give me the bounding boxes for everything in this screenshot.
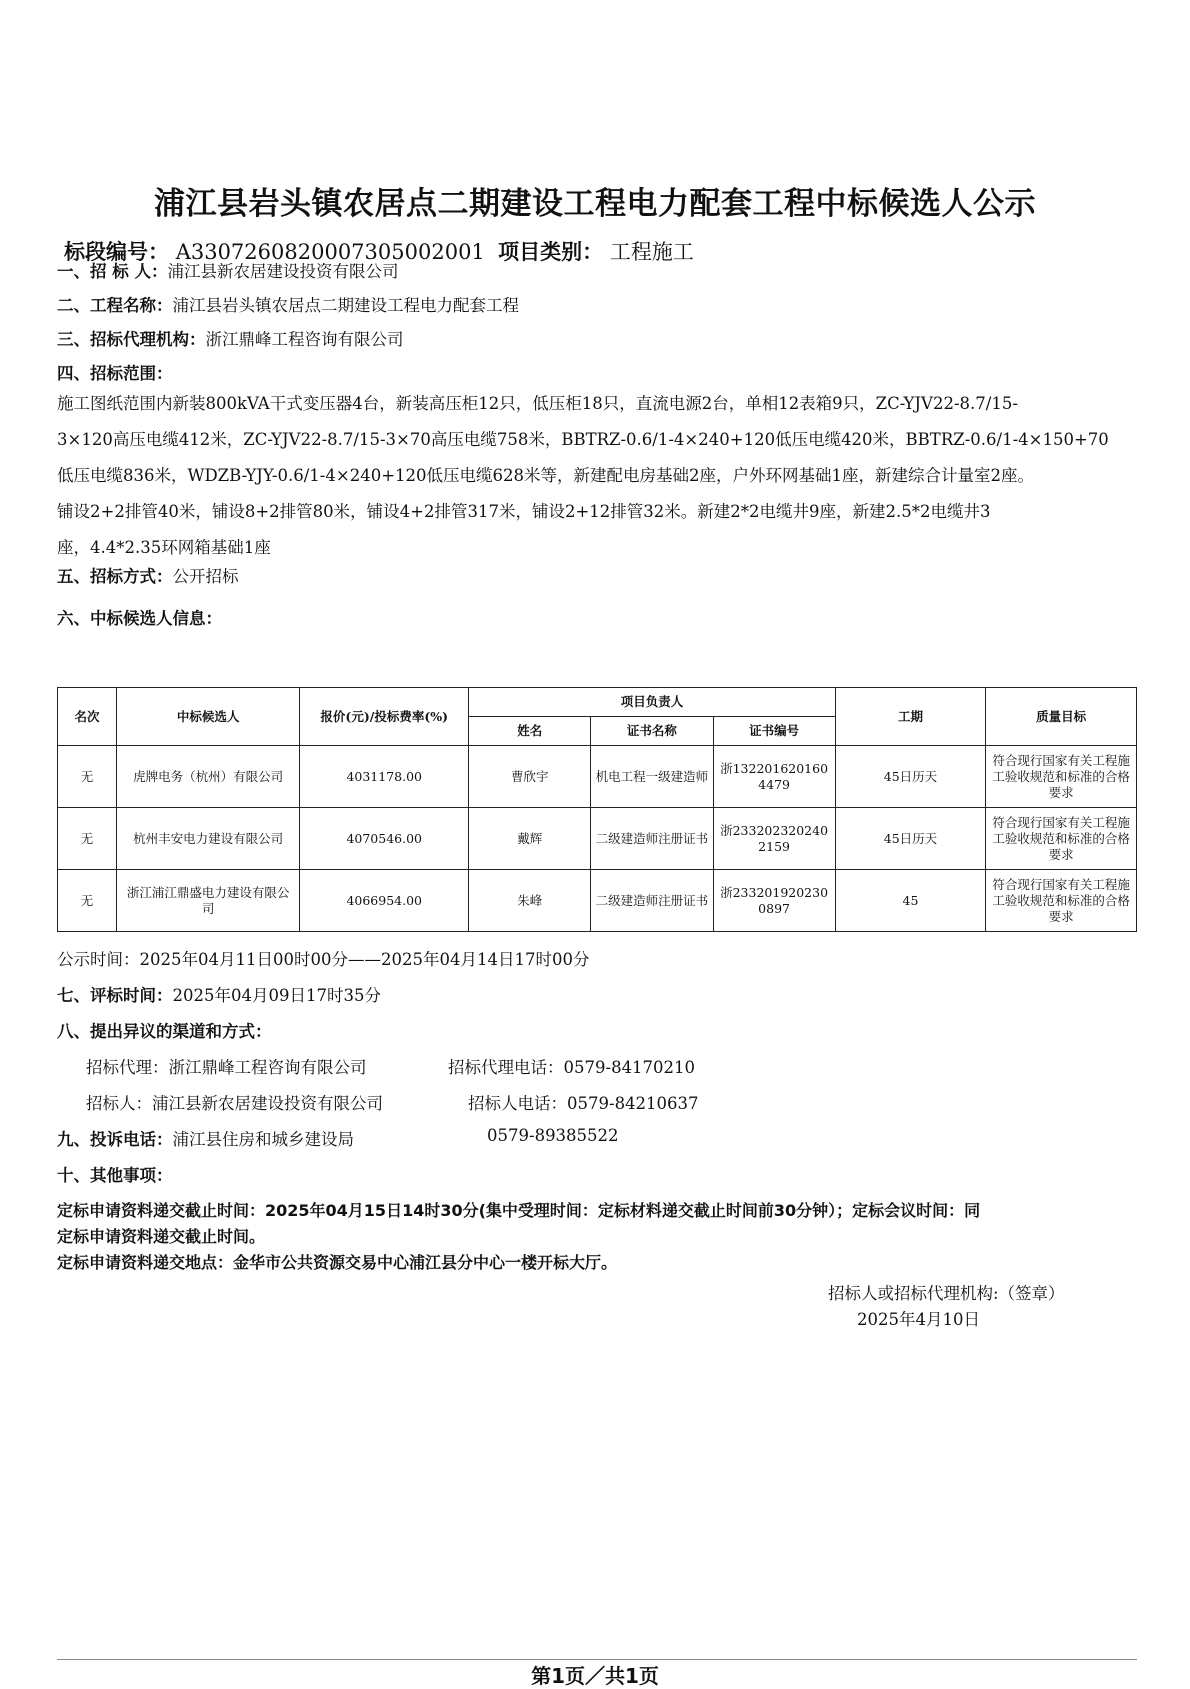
cell-cert-name: 二级建造师注册证书 — [591, 870, 713, 932]
cell-period: 45 — [835, 870, 986, 932]
cell-quality: 符合现行国家有关工程施工验收规范和标准的合格要求 — [986, 808, 1137, 870]
agency-label: 三、招标代理机构： — [57, 330, 206, 349]
header-name: 姓名 — [469, 717, 591, 746]
project-name-value: 浦江县岩头镇农居点二期建设工程电力配套工程 — [172, 296, 519, 315]
objection-agent: 招标代理：浙江鼎峰工程咨询有限公司 — [86, 1058, 367, 1077]
candidates-table — [57, 687, 1137, 932]
objection-agent-phone: 招标代理电话：0579-84170210 — [448, 1058, 696, 1077]
scope-text — [57, 386, 1137, 566]
cell-price: 4066954.00 — [300, 870, 469, 932]
publicity-time: 公示时间：2025年04月11日00时00分——2025年04月14日17时00分 — [57, 950, 590, 969]
agency-line — [57, 326, 404, 350]
candidates-heading — [57, 605, 222, 629]
other-line: 定标申请资料递交截止时间：2025年04月15日14时30分(集中受理时间：定标材料递交截止时间前30分钟）；定标会议时间：同 — [57, 1201, 981, 1220]
table-header-row — [58, 688, 1137, 717]
header-cert-name: 证书名称 — [591, 717, 713, 746]
complaint-line — [57, 1126, 354, 1150]
scope-line: 低压电缆836米，WDZB-YJY-0.6/1-4×240+120低压电缆628米等，新建配电房基础2座，户外环网基础1座，新建综合计量室2座。 — [57, 466, 1034, 485]
candidates-label: 六、中标候选人信息： — [57, 609, 222, 628]
cell-name: 朱峰 — [469, 870, 591, 932]
header-period: 工期 — [835, 688, 986, 746]
cell-rank: 无 — [58, 808, 117, 870]
complaint-value: 浦江县住房和城乡建设局 — [172, 1130, 354, 1149]
scope-line: 施工图纸范围内新装800kVA干式变压器4台，新装高压柜12只，低压柜18只，直流电源2台，单相12表箱9只，ZC-YJV22-8.7/15- — [57, 394, 1018, 413]
header-price: 报价(元)/投标费率(%) — [300, 688, 469, 746]
scope-line: 座，4.4*2.35环网箱基础1座 — [57, 538, 271, 557]
table-row — [58, 808, 1137, 870]
scope-label: 四、招标范围： — [57, 364, 173, 383]
other-line: 定标申请资料递交地点：金华市公共资源交易中心浦江县分中心一楼开标大厅。 — [57, 1253, 618, 1272]
tenderer-value: 浦江县新农居建设投资有限公司 — [167, 262, 399, 281]
cell-rank: 无 — [58, 870, 117, 932]
scope-line: 3×120高压电缆412米，ZC-YJV22-8.7/15-3×70高压电缆758米，BBTRZ-0.6/1-4×240+120低压电缆420米，BBTRZ-0.6/1-4×150+70 — [57, 430, 1109, 449]
cell-cert-name: 二级建造师注册证书 — [591, 808, 713, 870]
section-no: A3307260820007305002001 — [175, 240, 485, 264]
cell-period: 45日历天 — [835, 746, 986, 808]
method-value: 公开招标 — [172, 567, 239, 586]
objection-heading — [57, 1018, 272, 1042]
eval-time-value: 2025年04月09日17时35分 — [172, 986, 381, 1005]
cell-cert-no: 浙2332023202402159 — [713, 808, 835, 870]
scope-heading — [57, 360, 173, 384]
cell-candidate: 浙江浦江鼎盛电力建设有限公司 — [117, 870, 300, 932]
method-line — [57, 563, 239, 587]
project-type-label: 项目类别： — [498, 239, 604, 264]
header-cert-no: 证书编号 — [713, 717, 835, 746]
cell-candidate: 虎牌电务（杭州）有限公司 — [117, 746, 300, 808]
cell-name: 戴辉 — [469, 808, 591, 870]
cell-rank: 无 — [58, 746, 117, 808]
cell-quality: 符合现行国家有关工程施工验收规范和标准的合格要求 — [986, 870, 1137, 932]
project-name-label: 二、工程名称： — [57, 296, 173, 315]
signature-date: 2025年4月10日 — [857, 1310, 980, 1329]
header-quality: 质量目标 — [986, 688, 1137, 746]
cell-price: 4031178.00 — [300, 746, 469, 808]
objection-label: 八、提出异议的渠道和方式： — [57, 1022, 272, 1041]
table-row — [58, 870, 1137, 932]
cell-quality: 符合现行国家有关工程施工验收规范和标准的合格要求 — [986, 746, 1137, 808]
other-line: 定标申请资料递交截止时间。 — [57, 1227, 266, 1246]
cell-cert-no: 浙2332019202300897 — [713, 870, 835, 932]
cell-cert-name: 机电工程一级建造师 — [591, 746, 713, 808]
table-row — [58, 746, 1137, 808]
agency-value: 浙江鼎峰工程咨询有限公司 — [205, 330, 404, 349]
cell-candidate: 杭州丰安电力建设有限公司 — [117, 808, 300, 870]
cell-name: 曹欣宇 — [469, 746, 591, 808]
eval-time-line — [57, 982, 381, 1006]
objection-tenderer: 招标人：浦江县新农居建设投资有限公司 — [86, 1094, 383, 1113]
other-heading — [57, 1162, 173, 1186]
tenderer-label: 一、招 标 人： — [57, 262, 168, 281]
page-title: 浦江县岩头镇农居点二期建设工程电力配套工程中标候选人公示 — [154, 186, 1036, 222]
header-candidate: 中标候选人 — [117, 688, 300, 746]
project-name-line — [57, 292, 519, 316]
tenderer-line — [57, 258, 399, 282]
eval-time-label: 七、评标时间： — [57, 986, 173, 1005]
project-type: 工程施工 — [609, 240, 694, 264]
scope-line: 铺设2+2排管40米，铺设8+2排管80米，铺设4+2排管317米，铺设2+12排管32米。新建2*2电缆井9座，新建2.5*2电缆井3 — [57, 502, 991, 521]
objection-tenderer-phone: 招标人电话：0579-84210637 — [468, 1094, 699, 1113]
page-footer: 第1页／共1页 — [531, 1664, 659, 1688]
header-rank: 名次 — [58, 688, 117, 746]
complaint-label: 九、投诉电话： — [57, 1130, 173, 1149]
other-label: 十、其他事项： — [57, 1166, 173, 1185]
method-label: 五、招标方式： — [57, 567, 173, 586]
signature-org: 招标人或招标代理机构:（签章） — [828, 1284, 1065, 1303]
cell-price: 4070546.00 — [300, 808, 469, 870]
cell-cert-no: 浙1322016201604479 — [713, 746, 835, 808]
complaint-phone: 0579-89385522 — [487, 1126, 619, 1145]
cell-period: 45日历天 — [835, 808, 986, 870]
header-manager: 项目负责人 — [469, 688, 835, 717]
section-no-label: 标段编号： — [64, 239, 169, 264]
